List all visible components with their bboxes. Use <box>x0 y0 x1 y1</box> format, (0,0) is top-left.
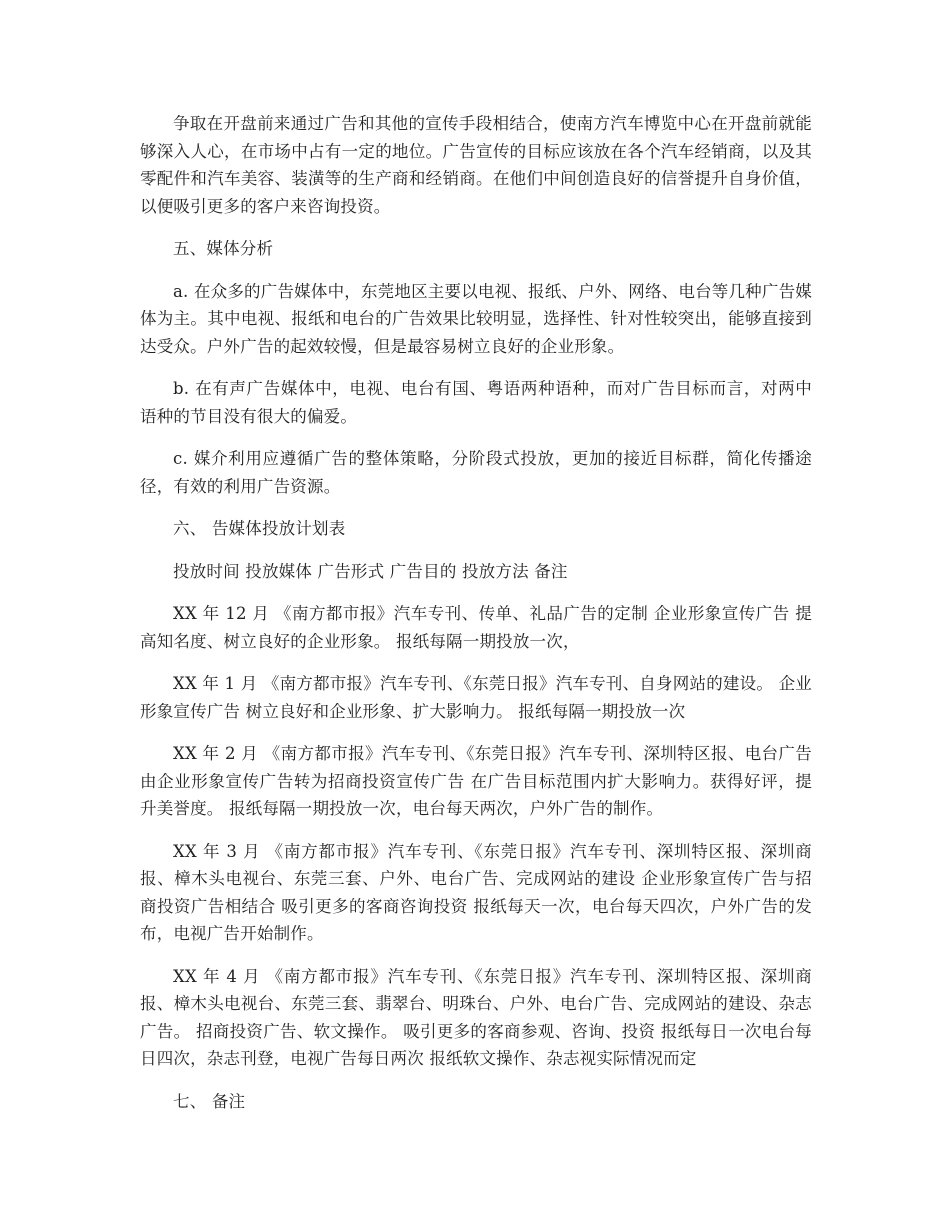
paragraph-media-a: a. 在众多的广告媒体中，东莞地区主要以电视、报纸、户外、网络、电台等几种广告媒体为主。其中电视、报纸和电台的广告效果比较明显，选择性、针对性较突出，能够直接到达受众。户外广告的起效较慢，但是最容易树立良好的企业形象。 <box>140 281 812 356</box>
section-heading-media-plan: 六、 告媒体投放计划表 <box>173 519 346 538</box>
section-heading-media-analysis: 五、媒体分析 <box>173 239 274 258</box>
plan-row-march: XX 年 3 月 《南方都市报》汽车专刊、《东莞日报》汽车专刊、深圳特区报、深圳商报、樟木头电视台、东莞三套、户外、电台广告、完成网站的建设 企业形象宣传广告与招商投资广告相结合 吸引更多的客商咨询投资 报纸每天一次，电台每天四次，户外广告的发布，电视广告开始制作。 <box>140 841 812 943</box>
document-page <box>140 110 812 1130</box>
paragraph-promotion-goal: 争取在开盘前来通过广告和其他的宣传手段相结合，使南方汽车博览中心在开盘前就能够深入人心，在市场中占有一定的地位。广告宣传的目标应该放在各个汽车经销商，以及其零配件和汽车美容、装潢等的生产商和经销商。在他们中间创造良好的信誉提升自身价值，以便吸引更多的客户来咨询投资。 <box>140 114 812 216</box>
plan-row-january: XX 年 1 月 《南方都市报》汽车专刊、《东莞日报》汽车专刊、自身网站的建设。 企业形象宣传广告 树立良好和企业形象、扩大影响力。 报纸每隔一期投放一次 <box>140 674 812 721</box>
plan-row-february: XX 年 2 月 《南方都市报》汽车专刊、《东莞日报》汽车专刊、深圳特区报、电台广告 由企业形象宣传广告转为招商投资宣传广告 在广告目标范围内扩大影响力。获得好评，提升美誉度。 报纸每隔一期投放一次，电台每天两次，户外广告的制作。 <box>140 744 812 818</box>
paragraph-media-c: c. 媒介利用应遵循广告的整体策略，分阶段式投放，更加的接近目标群，简化传播途径，有效的利用广告资源。 <box>140 449 812 496</box>
plan-table-header: 投放时间 投放媒体 广告形式 广告目的 投放方法 备注 <box>173 561 568 581</box>
section-heading-notes: 七、 备注 <box>173 1091 246 1111</box>
paragraph-media-b: b. 在有声广告媒体中，电视、电台有国、粤语两种语种，而对广告目标而言，对两中语种的节目没有很大的偏爱。 <box>140 379 812 426</box>
plan-row-april: XX 年 4 月 《南方都市报》汽车专刊、《东莞日报》汽车专刊、深圳特区报、深圳商报、樟木头电视台、东莞三套、翡翠台、明珠台、户外、电台广告、完成网站的建设、杂志广告。 招商投资广告、软文操作。 吸引更多的客商参观、咨询、投资 报纸每日一次电台每日四次，杂志刊登，电视广告每日两次 报纸软文操作、杂志视实际情况而定 <box>140 966 812 1068</box>
plan-row-december: XX 年 12 月 《南方都市报》汽车专刊、传单、礼品广告的定制 企业形象宣传广告 提高知名度、树立良好的企业形象。 报纸每隔一期投放一次， <box>140 604 812 651</box>
